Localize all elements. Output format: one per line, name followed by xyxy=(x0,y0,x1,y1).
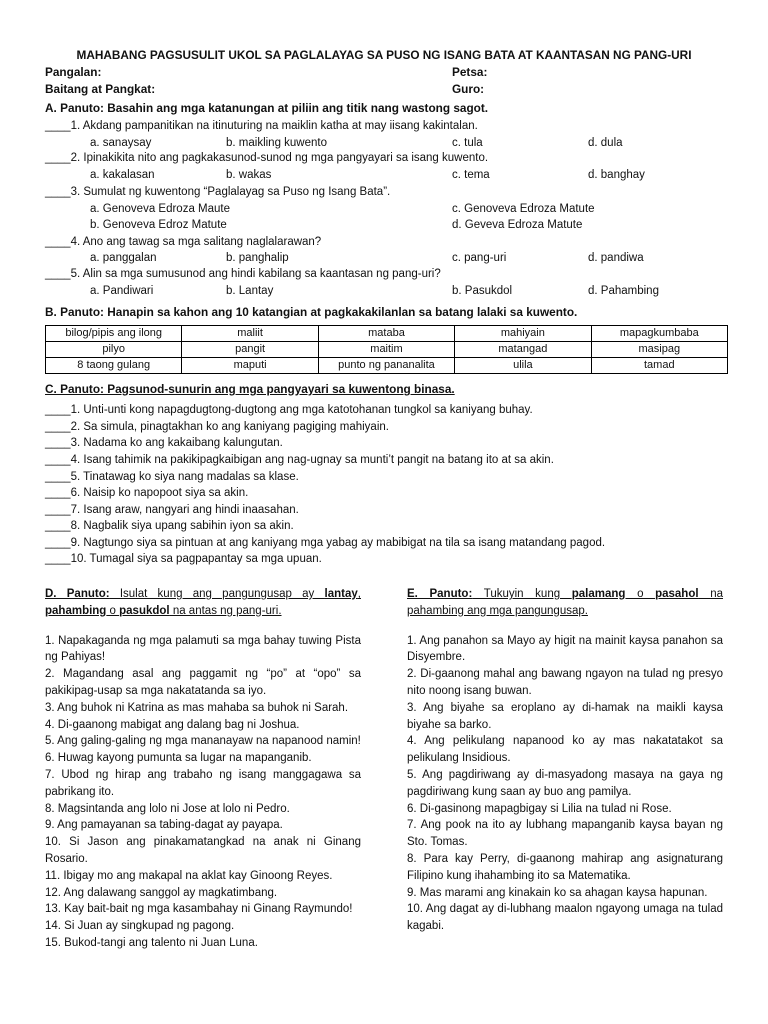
question-2: ____2. Ipinakikita nito ang pagkakasunod-sunod ng mga pangyayari sa isang kuwento. xyxy=(45,152,489,164)
list-item: 1. Napakaganda ng mga palamuti sa mga bahay tuwing Pista ng Pahiyas! xyxy=(45,634,361,664)
list-item: ____1. Unti-unti kong napagdugtong-dugtong ang mga katotohanan tungkol sa kaniyang buhay. xyxy=(45,404,533,416)
table-cell: mataba xyxy=(318,326,454,342)
list-item: 5. Ang galing-galing ng mga mananayaw na napanood namin! xyxy=(45,735,361,748)
date-label: Petsa: xyxy=(452,65,488,79)
list-item: 13. Kay bait-bait ng mga kasambahay ni Ginang Raymundo! xyxy=(45,903,353,916)
section-d xyxy=(45,586,361,952)
section-d-instruction xyxy=(45,586,361,620)
list-item: 12. Ang dalawang sanggol ay magkatimbang. xyxy=(45,886,278,899)
list-item: 5. Ang pagdiriwang ay di-masyadong masaya na gaya ng pagdiriwang kung saan ay buo ang pamilya. xyxy=(407,768,723,798)
page-title: MAHABANG PAGSUSULIT UKOL SA PAGLALAYAG SA PUSO NG ISANG BATA AT KAANTASAN NG PANG-URI xyxy=(76,48,692,62)
q4-option-c: c. pang-uri xyxy=(452,252,507,264)
list-item: 9. Ang pamayanan sa tabing-dagat ay payapa. xyxy=(45,819,283,832)
q1-option-d: d. dula xyxy=(588,137,623,149)
section-e-label: E. Panuto: xyxy=(407,588,473,600)
list-item: ____6. Naisip ko napopoot siya sa akin. xyxy=(45,487,249,499)
list-item: 3. Ang biyahe sa eroplano ay di-hamak na maikli kaysa biyahe sa barko. xyxy=(407,701,723,731)
question-1: ____1. Akdang pampanitikan na itinuturing na maiklin katha at may iisang kakintalan. xyxy=(45,120,478,132)
table-cell: punto ng pananalita xyxy=(318,358,454,374)
list-item: 11. Ibigay mo ang makapal na aklat kay Ginoong Reyes. xyxy=(45,869,333,882)
table-cell: tamad xyxy=(591,358,727,374)
table-cell: 8 taong gulang xyxy=(46,358,182,374)
list-item: 6. Huwag kayong pumunta sa lugar na mapanganib. xyxy=(45,752,312,765)
q3-option-c: c. Genoveva Edroza Matute xyxy=(452,203,595,215)
q5-option-c: b. Pasukdol xyxy=(452,285,513,297)
list-item: 15. Bukod-tangi ang talento ni Juan Luna. xyxy=(45,936,258,949)
question-3: ____3. Sumulat ng kuwentong “Paglalayag sa Puso ng Isang Bata”. xyxy=(45,186,391,198)
instruction-text: na pahambing ang mga pangungusap. xyxy=(407,588,723,617)
q2-option-a: a. kakalasan xyxy=(90,169,155,181)
instruction-text: na antas ng pang-uri. xyxy=(169,604,282,617)
q3-option-a: a. Genoveva Edroza Maute xyxy=(90,203,230,215)
keyword-pasahol: pasahol xyxy=(655,588,699,600)
instruction-text: o xyxy=(625,588,656,600)
q5-option-b: b. Lantay xyxy=(226,285,274,297)
section-d-label: D. Panuto: xyxy=(45,588,110,600)
list-item: 7. Ang pook na ito ay lubhang mapanganib kaysa bayan ng Sto. Tomas. xyxy=(407,819,723,849)
section-b-instruction: B. Panuto: Hanapin sa kahon ang 10 katangian at pagkakakilanlan sa batang lalaki sa kuwento. xyxy=(45,305,578,319)
list-item: ____8. Nagbalik siya upang sabihin iyon sa akin. xyxy=(45,520,294,532)
list-item: 2. Magandang asal ang paggamit ng “po” at “opo” sa pakikipag-usap sa mga nakatatanda sa iyo. xyxy=(45,668,361,697)
list-item: 4. Ang pelikulang napanood ko ay mas nakatatakot sa pelikulang Insidious. xyxy=(407,735,723,765)
list-item: 2. Di-gaanong mahal ang bawang ngayon na tulad ng presyo nito noong isang buwan. xyxy=(407,668,723,697)
q5-option-a: a. Pandiwari xyxy=(90,285,154,297)
keyword-pahambing: pahambing xyxy=(45,604,107,617)
q3-option-b: b. Genoveva Edroz Matute xyxy=(90,219,227,231)
q5-option-d: d. Pahambing xyxy=(588,285,659,297)
table-cell: maitim xyxy=(318,342,454,358)
table-row xyxy=(46,326,728,342)
keyword-lantay: lantay xyxy=(324,588,358,600)
list-item: 10. Ang dagat ay di-lubhang maalon ngayong umaga na tulad kagabi. xyxy=(407,903,723,933)
section-a-instruction: A. Panuto: Basahin ang mga katanungan at piliin ang titik nang wastong sagot. xyxy=(45,101,489,115)
list-item: ____9. Nagtungo siya sa pintuan at ang kaniyang mga yabag ay mabibigat na tila sa isang matandang pagod. xyxy=(45,537,606,549)
instruction-text: Tukuyin kung xyxy=(472,588,572,600)
list-item: ____2. Sa simula, pinagtakhan ko ang kaniyang pagiging mahiyain. xyxy=(45,421,389,433)
grade-section-label: Baitang at Pangkat: xyxy=(45,82,156,96)
q4-option-a: a. panggalan xyxy=(90,252,157,264)
table-cell: pangit xyxy=(182,342,318,358)
list-item: 8. Magsintanda ang lolo ni Jose at lolo ni Pedro. xyxy=(45,802,290,815)
teacher-label: Guro: xyxy=(452,82,485,96)
table-cell: ulila xyxy=(455,358,591,374)
section-c-instruction: C. Panuto: Pagsunod-sunurin ang mga pangyayari sa kuwentong binasa. xyxy=(45,382,455,396)
instruction-text: , xyxy=(357,588,361,600)
list-item: 10. Si Jason ang pinakamatangkad na anak ni Ginang Rosario. xyxy=(45,836,361,865)
list-item: 6. Di-gasinong mapagbigay si Lilia na tulad ni Rose. xyxy=(407,802,672,815)
table-cell: maliit xyxy=(182,326,318,342)
list-item: 7. Ubod ng hirap ang trabaho ng isang manggagawa sa pabrikang ito. xyxy=(45,768,361,798)
list-item: ____5. Tinatawag ko siya nang madalas sa klase. xyxy=(45,471,299,483)
table-cell: pilyo xyxy=(46,342,182,358)
question-4: ____4. Ano ang tawag sa mga salitang naglalarawan? xyxy=(45,236,322,248)
q2-option-d: d. banghay xyxy=(588,169,645,181)
table-row xyxy=(46,358,728,374)
q3-option-d: d. Geveva Edroza Matute xyxy=(452,219,583,231)
list-item: ____3. Nadama ko ang kakaibang kalungutan. xyxy=(45,437,283,449)
q1-option-b: b. maikling kuwento xyxy=(226,137,327,149)
list-item: 14. Si Juan ay singkupad ng pagong. xyxy=(45,920,235,933)
list-item: 3. Ang buhok ni Katrina as mas mahaba sa buhok ni Sarah. xyxy=(45,701,349,714)
keyword-pasukdol: pasukdol xyxy=(119,604,170,617)
list-item: ____7. Isang araw, nangyari ang hindi inaasahan. xyxy=(45,504,299,516)
q4-option-d: d. pandiwa xyxy=(588,252,644,264)
list-item: ____10. Tumagal siya sa pagpapantay sa mga upuan. xyxy=(45,553,322,565)
instruction-text: o xyxy=(106,604,120,617)
q2-option-c: c. tema xyxy=(452,169,490,181)
instruction-text: Isulat kung ang pangungusap ay xyxy=(109,588,325,600)
question-5: ____5. Alin sa mga sumusunod ang hindi kabilang sa kaantasan ng pang-uri? xyxy=(45,268,441,280)
q4-option-b: b. panghalip xyxy=(226,252,289,264)
table-cell: mapagkumbaba xyxy=(591,326,727,342)
table-cell: mahiyain xyxy=(455,326,591,342)
list-item: ____4. Isang tahimik na pakikipagkaibigan ang nag-ugnay sa munti’t pangit na batang ito at sa akin. xyxy=(45,454,554,466)
list-item: 8. Para kay Perry, di-gaanong mahirap ang asignaturang Filipino kung ihahambing ito sa Matematika. xyxy=(407,852,723,882)
list-item: 1. Ang panahon sa Mayo ay higit na mainit kaysa panahon sa Disyembre. xyxy=(407,634,723,664)
word-box-table xyxy=(45,325,728,374)
section-e xyxy=(407,586,723,935)
q1-option-c: c. tula xyxy=(452,137,483,149)
table-cell: maputi xyxy=(182,358,318,374)
section-e-instruction xyxy=(407,586,723,620)
keyword-palamang: palamang xyxy=(571,588,626,600)
table-cell: bilog/pipis ang ilong xyxy=(46,326,182,342)
name-label: Pangalan: xyxy=(45,65,102,79)
table-row xyxy=(46,342,728,358)
list-item: 9. Mas marami ang kinakain ko sa ahagan kaysa hapunan. xyxy=(407,886,708,899)
table-cell: matangad xyxy=(455,342,591,358)
q1-option-a: a. sanaysay xyxy=(90,137,152,149)
q2-option-b: b. wakas xyxy=(226,169,272,181)
list-item: 4. Di-gaanong mabigat ang dalang bag ni Joshua. xyxy=(45,718,300,731)
table-cell: masipag xyxy=(591,342,727,358)
